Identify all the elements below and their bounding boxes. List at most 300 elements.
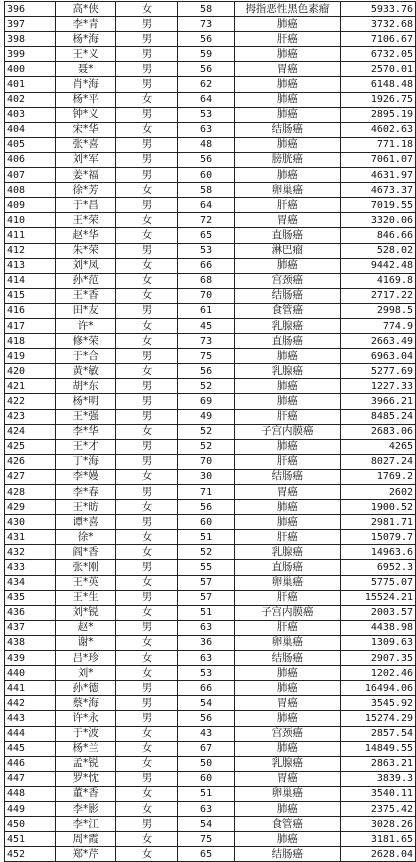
cell-patient-name: 孙*德 xyxy=(55,681,116,696)
cell-record-number: 421 xyxy=(5,379,56,394)
table-row xyxy=(5,379,416,394)
cell-record-number: 430 xyxy=(5,515,56,530)
cell-patient-name: 张*刚 xyxy=(55,560,116,575)
cell-age: 43 xyxy=(178,726,234,741)
cell-diagnosis: 肺癌 xyxy=(234,801,340,816)
cell-patient-name: 王*英 xyxy=(55,575,116,590)
cell-record-number: 448 xyxy=(5,786,56,801)
cell-diagnosis: 肺癌 xyxy=(234,107,340,122)
table-row xyxy=(5,696,416,711)
cell-diagnosis: 肺癌 xyxy=(234,500,340,515)
cell-diagnosis: 结肠癌 xyxy=(234,288,340,303)
table-row xyxy=(5,786,416,801)
cell-age: 75 xyxy=(178,349,234,364)
cell-record-number: 441 xyxy=(5,681,56,696)
cell-record-number: 432 xyxy=(5,545,56,560)
cell-record-number: 409 xyxy=(5,198,56,213)
cell-patient-name: 李*春 xyxy=(55,485,116,500)
cell-patient-name: 张*喜 xyxy=(55,137,116,152)
cell-patient-name: 赵*华 xyxy=(55,228,116,243)
cell-record-number: 397 xyxy=(5,17,56,32)
cell-patient-name: 朱*荣 xyxy=(55,243,116,258)
cell-cost: 3732.68 xyxy=(340,17,415,32)
cell-age: 60 xyxy=(178,515,234,530)
cell-gender: 男 xyxy=(116,590,178,605)
patient-records-table xyxy=(4,1,416,862)
cell-gender: 男 xyxy=(116,681,178,696)
table-row xyxy=(5,771,416,786)
cell-patient-name: 于*合 xyxy=(55,349,116,364)
cell-diagnosis: 膀胱癌 xyxy=(234,152,340,167)
cell-record-number: 400 xyxy=(5,62,56,77)
cell-patient-name: 孙*范 xyxy=(55,273,116,288)
table-row xyxy=(5,605,416,620)
table-row xyxy=(5,47,416,62)
cell-age: 62 xyxy=(178,77,234,92)
cell-cost: 3028.26 xyxy=(340,817,415,832)
cell-record-number: 449 xyxy=(5,801,56,816)
cell-gender: 男 xyxy=(116,77,178,92)
cell-record-number: 443 xyxy=(5,711,56,726)
cell-cost: 6732.05 xyxy=(340,47,415,62)
cell-diagnosis: 直肠癌 xyxy=(234,560,340,575)
table-row xyxy=(5,590,416,605)
cell-patient-name: 杨*平 xyxy=(55,92,116,107)
table-row xyxy=(5,424,416,439)
cell-record-number: 425 xyxy=(5,439,56,454)
cell-age: 51 xyxy=(178,786,234,801)
cell-cost: 846.66 xyxy=(340,228,415,243)
cell-record-number: 444 xyxy=(5,726,56,741)
cell-record-number: 404 xyxy=(5,122,56,137)
cell-diagnosis: 乳腺癌 xyxy=(234,318,340,333)
cell-cost: 14963.6 xyxy=(340,545,415,560)
table-row xyxy=(5,560,416,575)
cell-gender: 女 xyxy=(116,92,178,107)
table-row xyxy=(5,273,416,288)
cell-cost: 15524.21 xyxy=(340,590,415,605)
cell-gender: 男 xyxy=(116,198,178,213)
cell-patient-name: 王*强 xyxy=(55,409,116,424)
table-row xyxy=(5,545,416,560)
table-row xyxy=(5,364,416,379)
cell-cost: 2663.49 xyxy=(340,334,415,349)
table-row xyxy=(5,741,416,756)
table-row xyxy=(5,288,416,303)
table-row xyxy=(5,575,416,590)
cell-diagnosis: 子宫内膜癌 xyxy=(234,424,340,439)
cell-record-number: 420 xyxy=(5,364,56,379)
cell-cost: 2863.21 xyxy=(340,756,415,771)
cell-record-number: 408 xyxy=(5,183,56,198)
cell-cost: 7019.55 xyxy=(340,198,415,213)
cell-age: 57 xyxy=(178,590,234,605)
cell-diagnosis: 乳腺癌 xyxy=(234,545,340,560)
cell-cost: 4438.98 xyxy=(340,620,415,635)
cell-record-number: 411 xyxy=(5,228,56,243)
cell-gender: 男 xyxy=(116,454,178,469)
cell-patient-name: 阎*香 xyxy=(55,545,116,560)
cell-cost: 5277.69 xyxy=(340,364,415,379)
table-row xyxy=(5,635,416,650)
cell-cost: 3320.06 xyxy=(340,213,415,228)
cell-diagnosis: 肺癌 xyxy=(234,17,340,32)
cell-gender: 女 xyxy=(116,213,178,228)
cell-cost: 8027.24 xyxy=(340,454,415,469)
cell-patient-name: 刘*锐 xyxy=(55,605,116,620)
cell-diagnosis: 肝癌 xyxy=(234,530,340,545)
cell-record-number: 401 xyxy=(5,77,56,92)
table-row xyxy=(5,334,416,349)
cell-patient-name: 聂* xyxy=(55,62,116,77)
cell-age: 56 xyxy=(178,32,234,47)
cell-cost: 1926.75 xyxy=(340,92,415,107)
table-row xyxy=(5,168,416,183)
cell-patient-name: 李*嫚 xyxy=(55,469,116,484)
cell-diagnosis: 乳腺癌 xyxy=(234,364,340,379)
table-row xyxy=(5,303,416,318)
cell-gender: 男 xyxy=(116,303,178,318)
cell-record-number: 451 xyxy=(5,832,56,847)
cell-age: 69 xyxy=(178,394,234,409)
cell-record-number: 442 xyxy=(5,696,56,711)
cell-age: 45 xyxy=(178,318,234,333)
cell-record-number: 436 xyxy=(5,605,56,620)
cell-record-number: 410 xyxy=(5,213,56,228)
table-row xyxy=(5,318,416,333)
cell-cost: 1202.46 xyxy=(340,666,415,681)
cell-cost: 1769.2 xyxy=(340,469,415,484)
cell-record-number: 405 xyxy=(5,137,56,152)
cell-age: 52 xyxy=(178,439,234,454)
cell-patient-name: 谭*喜 xyxy=(55,515,116,530)
cell-diagnosis: 肺癌 xyxy=(234,168,340,183)
cell-cost: 1309.63 xyxy=(340,635,415,650)
cell-cost: 7061.07 xyxy=(340,152,415,167)
cell-age: 64 xyxy=(178,198,234,213)
cell-diagnosis: 肺癌 xyxy=(234,666,340,681)
cell-record-number: 429 xyxy=(5,500,56,515)
cell-cost: 2570.01 xyxy=(340,62,415,77)
cell-diagnosis: 肺癌 xyxy=(234,47,340,62)
cell-cost: 2683.06 xyxy=(340,424,415,439)
cell-diagnosis: 乳腺癌 xyxy=(234,756,340,771)
cell-age: 48 xyxy=(178,137,234,152)
cell-patient-name: 王*生 xyxy=(55,590,116,605)
cell-gender: 女 xyxy=(116,832,178,847)
table-row xyxy=(5,801,416,816)
table-row xyxy=(5,485,416,500)
table-row xyxy=(5,620,416,635)
cell-diagnosis: 肝癌 xyxy=(234,409,340,424)
cell-patient-name: 黄*敏 xyxy=(55,364,116,379)
cell-diagnosis: 胃癌 xyxy=(234,696,340,711)
cell-record-number: 438 xyxy=(5,635,56,650)
cell-diagnosis: 肺癌 xyxy=(234,832,340,847)
cell-gender: 男 xyxy=(116,817,178,832)
cell-diagnosis: 肝癌 xyxy=(234,620,340,635)
cell-patient-name: 于*波 xyxy=(55,726,116,741)
cell-age: 56 xyxy=(178,62,234,77)
cell-age: 30 xyxy=(178,469,234,484)
table-row xyxy=(5,17,416,32)
cell-gender: 女 xyxy=(116,288,178,303)
cell-patient-name: 杨*兰 xyxy=(55,741,116,756)
cell-diagnosis: 肺癌 xyxy=(234,439,340,454)
cell-cost: 2895.19 xyxy=(340,107,415,122)
table-row xyxy=(5,228,416,243)
table-row xyxy=(5,817,416,832)
cell-gender: 女 xyxy=(116,545,178,560)
cell-age: 54 xyxy=(178,817,234,832)
table-row xyxy=(5,454,416,469)
cell-gender: 女 xyxy=(116,756,178,771)
cell-age: 59 xyxy=(178,47,234,62)
cell-patient-name: 许* xyxy=(55,318,116,333)
cell-gender: 女 xyxy=(116,2,178,17)
cell-gender: 女 xyxy=(116,666,178,681)
cell-record-number: 427 xyxy=(5,469,56,484)
cell-patient-name: 孟*锐 xyxy=(55,756,116,771)
cell-patient-name: 杨*明 xyxy=(55,394,116,409)
cell-cost: 2375.42 xyxy=(340,801,415,816)
cell-gender: 男 xyxy=(116,515,178,530)
cell-record-number: 399 xyxy=(5,47,56,62)
cell-gender: 男 xyxy=(116,137,178,152)
cell-cost: 1900.52 xyxy=(340,500,415,515)
table-row xyxy=(5,726,416,741)
cell-age: 54 xyxy=(178,696,234,711)
cell-diagnosis: 卵巢癌 xyxy=(234,635,340,650)
cell-patient-name: 姜*福 xyxy=(55,168,116,183)
cell-patient-name: 杨*海 xyxy=(55,32,116,47)
cell-diagnosis: 卵巢癌 xyxy=(234,183,340,198)
cell-patient-name: 吕*珍 xyxy=(55,651,116,666)
cell-gender: 女 xyxy=(116,605,178,620)
cell-cost: 4265 xyxy=(340,439,415,454)
cell-patient-name: 于*昌 xyxy=(55,198,116,213)
cell-diagnosis: 食管癌 xyxy=(234,817,340,832)
cell-gender: 男 xyxy=(116,394,178,409)
cell-diagnosis: 结肠癌 xyxy=(234,651,340,666)
cell-record-number: 433 xyxy=(5,560,56,575)
cell-record-number: 452 xyxy=(5,847,56,862)
cell-gender: 女 xyxy=(116,500,178,515)
cell-patient-name: 肖*海 xyxy=(55,77,116,92)
cell-patient-name: 刘*军 xyxy=(55,152,116,167)
table-row xyxy=(5,62,416,77)
cell-diagnosis: 肝癌 xyxy=(234,454,340,469)
cell-record-number: 402 xyxy=(5,92,56,107)
cell-age: 51 xyxy=(178,530,234,545)
cell-patient-name: 徐* xyxy=(55,530,116,545)
cell-age: 57 xyxy=(178,575,234,590)
cell-age: 61 xyxy=(178,303,234,318)
cell-gender: 女 xyxy=(116,530,178,545)
cell-gender: 男 xyxy=(116,62,178,77)
cell-diagnosis: 肺癌 xyxy=(234,741,340,756)
cell-gender: 男 xyxy=(116,711,178,726)
cell-gender: 女 xyxy=(116,847,178,862)
cell-patient-name: 刘* xyxy=(55,666,116,681)
cell-age: 53 xyxy=(178,666,234,681)
cell-record-number: 439 xyxy=(5,651,56,666)
table-row xyxy=(5,213,416,228)
cell-record-number: 424 xyxy=(5,424,56,439)
cell-patient-name: 田*友 xyxy=(55,303,116,318)
cell-patient-name: 高*侠 xyxy=(55,2,116,17)
cell-diagnosis: 肺癌 xyxy=(234,681,340,696)
cell-cost: 4602.63 xyxy=(340,122,415,137)
cell-diagnosis: 拇指恶性黑色素瘤 xyxy=(234,2,340,17)
cell-diagnosis: 肺癌 xyxy=(234,349,340,364)
cell-diagnosis: 肺癌 xyxy=(234,394,340,409)
cell-gender: 女 xyxy=(116,258,178,273)
cell-gender: 男 xyxy=(116,32,178,47)
table-row xyxy=(5,2,416,17)
cell-record-number: 450 xyxy=(5,817,56,832)
cell-patient-name: 赵* xyxy=(55,620,116,635)
cell-age: 63 xyxy=(178,801,234,816)
cell-record-number: 407 xyxy=(5,168,56,183)
cell-cost: 4631.97 xyxy=(340,168,415,183)
cell-gender: 男 xyxy=(116,243,178,258)
cell-cost: 6963.04 xyxy=(340,349,415,364)
cell-cost: 15274.29 xyxy=(340,711,415,726)
cell-record-number: 426 xyxy=(5,454,56,469)
cell-gender: 男 xyxy=(116,696,178,711)
cell-record-number: 413 xyxy=(5,258,56,273)
cell-gender: 女 xyxy=(116,183,178,198)
cell-cost: 16494.06 xyxy=(340,681,415,696)
cell-gender: 男 xyxy=(116,379,178,394)
cell-age: 55 xyxy=(178,560,234,575)
table-row xyxy=(5,651,416,666)
cell-patient-name: 王*义 xyxy=(55,47,116,62)
table-body xyxy=(5,2,416,862)
cell-record-number: 396 xyxy=(5,2,56,17)
cell-gender: 男 xyxy=(116,771,178,786)
cell-patient-name: 王*才 xyxy=(55,439,116,454)
cell-diagnosis: 卵巢癌 xyxy=(234,786,340,801)
cell-diagnosis: 胃癌 xyxy=(234,485,340,500)
table-row xyxy=(5,122,416,137)
table-row xyxy=(5,756,416,771)
table-row xyxy=(5,439,416,454)
table-row xyxy=(5,409,416,424)
cell-age: 56 xyxy=(178,500,234,515)
table-row xyxy=(5,198,416,213)
table-row xyxy=(5,77,416,92)
cell-diagnosis: 淋巴瘤 xyxy=(234,243,340,258)
cell-cost: 2907.35 xyxy=(340,651,415,666)
cell-patient-name: 王*昉 xyxy=(55,500,116,515)
table-row xyxy=(5,32,416,47)
cell-cost: 9442.48 xyxy=(340,258,415,273)
cell-gender: 男 xyxy=(116,107,178,122)
cell-gender: 女 xyxy=(116,318,178,333)
table-row xyxy=(5,515,416,530)
cell-age: 56 xyxy=(178,711,234,726)
cell-gender: 女 xyxy=(116,741,178,756)
cell-diagnosis: 肺癌 xyxy=(234,711,340,726)
cell-patient-name: 王*香 xyxy=(55,288,116,303)
cell-age: 58 xyxy=(178,2,234,17)
cell-age: 36 xyxy=(178,635,234,650)
table-row xyxy=(5,469,416,484)
cell-cost: 3966.21 xyxy=(340,394,415,409)
cell-diagnosis: 胃癌 xyxy=(234,771,340,786)
cell-age: 67 xyxy=(178,741,234,756)
table-row xyxy=(5,711,416,726)
cell-age: 75 xyxy=(178,832,234,847)
cell-age: 60 xyxy=(178,168,234,183)
cell-diagnosis: 卵巢癌 xyxy=(234,575,340,590)
cell-gender: 女 xyxy=(116,424,178,439)
cell-patient-name: 郑*芹 xyxy=(55,847,116,862)
cell-gender: 女 xyxy=(116,786,178,801)
cell-age: 58 xyxy=(178,183,234,198)
cell-record-number: 417 xyxy=(5,318,56,333)
cell-gender: 男 xyxy=(116,485,178,500)
cell-diagnosis: 结肠癌 xyxy=(234,847,340,862)
cell-cost: 2003.57 xyxy=(340,605,415,620)
cell-record-number: 412 xyxy=(5,243,56,258)
cell-age: 73 xyxy=(178,334,234,349)
cell-patient-name: 钟*义 xyxy=(55,107,116,122)
cell-age: 68 xyxy=(178,273,234,288)
cell-record-number: 446 xyxy=(5,756,56,771)
cell-cost: 2602 xyxy=(340,485,415,500)
cell-gender: 男 xyxy=(116,409,178,424)
cell-diagnosis: 结肠癌 xyxy=(234,469,340,484)
cell-patient-name: 李*华 xyxy=(55,424,116,439)
cell-cost: 4673.37 xyxy=(340,183,415,198)
cell-cost: 2998.5 xyxy=(340,303,415,318)
cell-age: 66 xyxy=(178,258,234,273)
cell-age: 56 xyxy=(178,152,234,167)
cell-cost: 14849.55 xyxy=(340,741,415,756)
cell-cost: 3181.65 xyxy=(340,832,415,847)
cell-gender: 男 xyxy=(116,560,178,575)
cell-cost: 771.18 xyxy=(340,137,415,152)
cell-age: 52 xyxy=(178,545,234,560)
table-row xyxy=(5,349,416,364)
table-row xyxy=(5,394,416,409)
cell-record-number: 445 xyxy=(5,741,56,756)
cell-patient-name: 李*青 xyxy=(55,17,116,32)
cell-age: 52 xyxy=(178,379,234,394)
cell-gender: 男 xyxy=(116,152,178,167)
table-row xyxy=(5,847,416,862)
cell-gender: 女 xyxy=(116,726,178,741)
cell-record-number: 419 xyxy=(5,349,56,364)
cell-patient-name: 董*香 xyxy=(55,786,116,801)
cell-cost: 15079.7 xyxy=(340,530,415,545)
cell-record-number: 431 xyxy=(5,530,56,545)
table-row xyxy=(5,243,416,258)
cell-cost: 5933.76 xyxy=(340,2,415,17)
cell-diagnosis: 肺癌 xyxy=(234,258,340,273)
cell-cost: 7106.67 xyxy=(340,32,415,47)
cell-gender: 男 xyxy=(116,620,178,635)
cell-record-number: 434 xyxy=(5,575,56,590)
cell-age: 66 xyxy=(178,681,234,696)
cell-diagnosis: 胃癌 xyxy=(234,62,340,77)
cell-age: 63 xyxy=(178,122,234,137)
cell-age: 52 xyxy=(178,424,234,439)
cell-patient-name: 徐*芳 xyxy=(55,183,116,198)
